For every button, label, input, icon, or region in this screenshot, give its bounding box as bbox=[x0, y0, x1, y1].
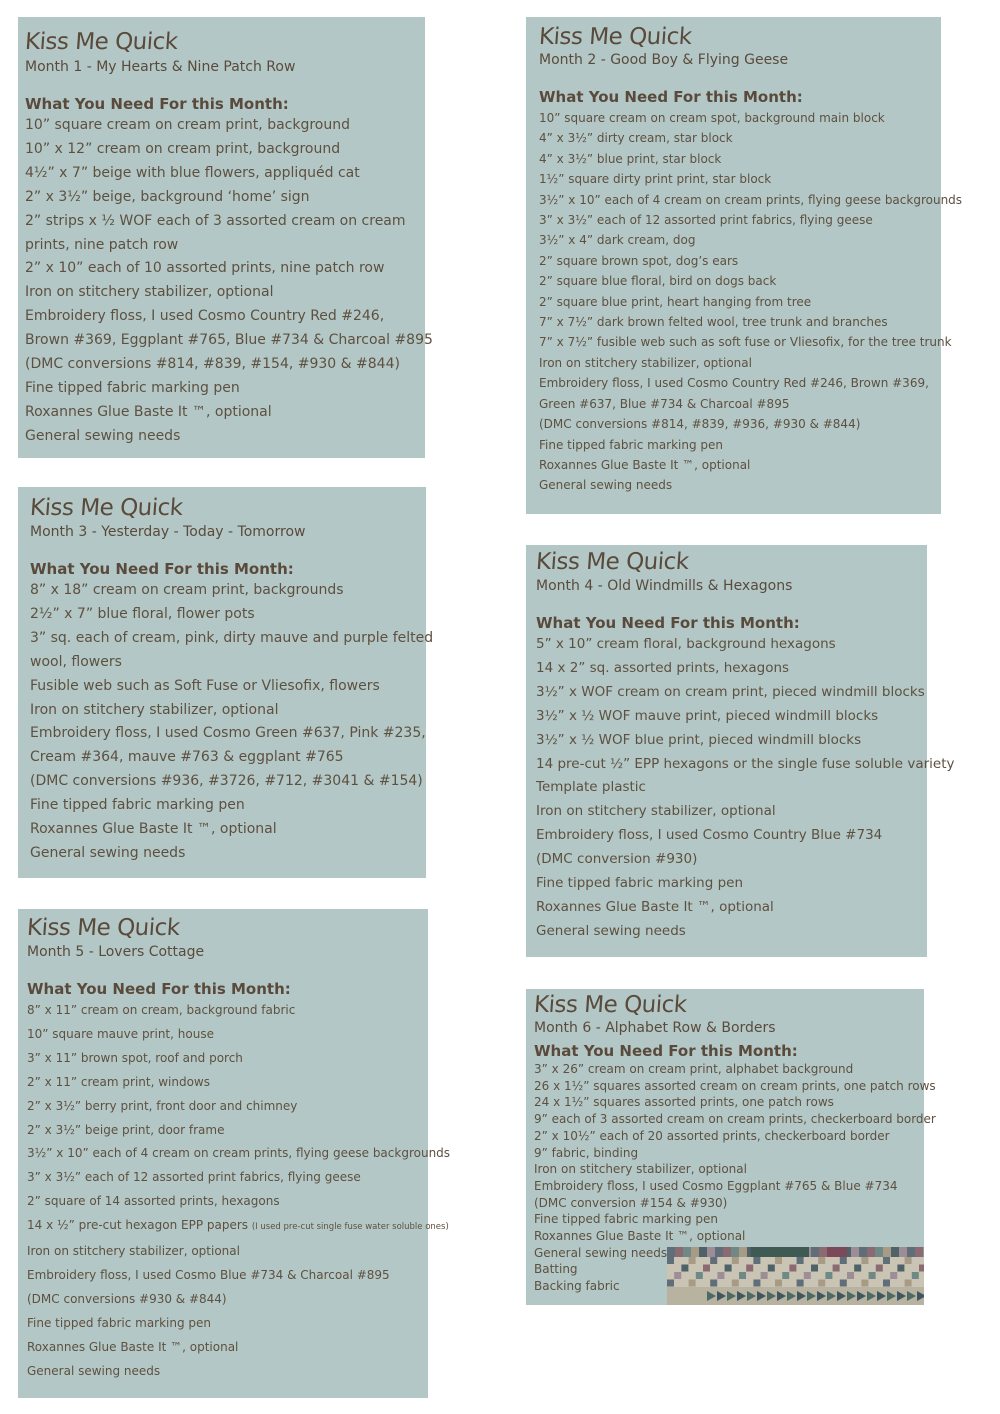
quilt-check bbox=[689, 1280, 696, 1287]
list-item: 5” x 10” cream floral, background hexagons bbox=[536, 636, 836, 652]
list-item: 2” square brown spot, dog’s ears bbox=[539, 253, 739, 268]
list-item: (DMC conversions #814, #839, #154, #930 & #844) bbox=[25, 356, 400, 373]
quilt-check bbox=[905, 1280, 912, 1287]
quilt-image bbox=[667, 1247, 924, 1305]
list-item: Embroidery floss, I used Cosmo Blue #734 & Charcoal #895 bbox=[27, 1267, 390, 1282]
brand-title: Kiss Me Quick bbox=[26, 915, 181, 941]
section-heading: What You Need For this Month: bbox=[536, 614, 800, 632]
list-item: 3” sq. each of cream, pink, dirty mauve and purple felted bbox=[30, 629, 434, 646]
quilt-check bbox=[710, 1257, 717, 1264]
list-item: Iron on stitchery stabilizer, optional bbox=[539, 355, 752, 370]
list-item: 3” x 3½” each of 12 assorted print fabrics, flying geese bbox=[27, 1170, 361, 1185]
list-item: 4½” x 7” beige with blue flowers, appliquéd cat bbox=[25, 164, 360, 181]
list-item: 3½” x WOF cream on cream print, pieced windmill blocks bbox=[536, 683, 925, 700]
quilt-check bbox=[883, 1257, 890, 1264]
quilt-check bbox=[732, 1257, 739, 1264]
quilt-square bbox=[867, 1247, 875, 1257]
quilt-square bbox=[851, 1247, 859, 1257]
quilt-check bbox=[797, 1257, 804, 1264]
quilt-square bbox=[899, 1247, 907, 1257]
list-item: 14 pre-cut ½” EPP hexagons or the single fuse soluble variety bbox=[536, 755, 955, 772]
quilt-square bbox=[731, 1247, 739, 1257]
quilt-square bbox=[819, 1247, 827, 1257]
list-item: Cream #364, mauve #763 & eggplant #765 bbox=[30, 749, 344, 766]
list-item: 3½” x 10” each of 4 cream on cream prints, flying geese backgrounds bbox=[539, 192, 963, 207]
list-item: 3” x 3½” each of 12 assorted print fabrics, flying geese bbox=[539, 213, 873, 228]
quilt-check bbox=[905, 1257, 912, 1264]
quilt-check bbox=[890, 1272, 897, 1279]
supply-list bbox=[536, 633, 955, 944]
quilt-check bbox=[825, 1272, 832, 1279]
quilt-check bbox=[667, 1257, 674, 1264]
month-subtitle: Month 4 - Old Windmills & Hexagons bbox=[536, 578, 793, 594]
quilt-photo bbox=[667, 1247, 924, 1305]
month-subtitle: Month 3 - Yesterday - Today - Tomorrow bbox=[30, 524, 306, 540]
list-item: Template plastic bbox=[536, 779, 646, 796]
quilt-check bbox=[739, 1272, 746, 1279]
list-item: 7” x 7½” dark brown felted wool, tree trunk and branches bbox=[539, 315, 888, 330]
list-item: 2” square blue print, heart hanging from tree bbox=[539, 294, 812, 309]
brand-title: Kiss Me Quick bbox=[24, 29, 179, 55]
list-item: (DMC conversions #814, #839, #936, #930 & #844) bbox=[539, 417, 861, 432]
list-item: Fine tipped fabric marking pen bbox=[27, 1315, 212, 1330]
quilt-check bbox=[782, 1272, 789, 1279]
quilt-check bbox=[876, 1265, 883, 1272]
list-item: General sewing needs bbox=[27, 1363, 161, 1378]
quilt-check bbox=[681, 1265, 688, 1272]
list-item: Green #637, Blue #734 & Charcoal #895 bbox=[539, 396, 790, 411]
list-item: Iron on stitchery stabilizer, optional bbox=[25, 284, 274, 301]
section-heading: What You Need For this Month: bbox=[27, 980, 291, 998]
quilt-square bbox=[907, 1247, 915, 1257]
list-item: 2” square blue floral, bird on dogs back bbox=[539, 274, 777, 289]
quilt-square bbox=[915, 1247, 923, 1257]
quilt-square bbox=[883, 1247, 891, 1257]
list-item: (DMC conversion #154 & #930) bbox=[534, 1195, 728, 1210]
month-3-card bbox=[18, 487, 434, 878]
quilt-check bbox=[789, 1265, 796, 1272]
list-item: Batting bbox=[534, 1262, 578, 1277]
list-item: Embroidery floss, I used Cosmo Green #637, Pink #235, bbox=[30, 725, 426, 742]
quilt-check bbox=[667, 1280, 674, 1287]
quilt-check bbox=[775, 1257, 782, 1264]
list-item: 10” square cream on cream print, background bbox=[25, 117, 351, 133]
list-item: 4” x 3½” blue print, star block bbox=[539, 151, 722, 166]
list-item: 3” x 26” cream on cream print, alphabet background bbox=[534, 1062, 854, 1076]
quilt-check bbox=[732, 1280, 739, 1287]
quilt-check bbox=[840, 1257, 847, 1264]
supply-list bbox=[30, 579, 434, 866]
list-item: (DMC conversions #930 & #844) bbox=[27, 1291, 227, 1306]
list-item: Iron on stitchery stabilizer, optional bbox=[536, 803, 776, 820]
quilt-check bbox=[847, 1272, 854, 1279]
quilt-check bbox=[710, 1280, 717, 1287]
quilt-check bbox=[897, 1265, 904, 1272]
list-item: 3½” x 10” each of 4 cream on cream prints, flying geese backgrounds bbox=[27, 1146, 451, 1161]
brand-title: Kiss Me Quick bbox=[535, 549, 690, 575]
list-item: 2” x 3½” beige print, door frame bbox=[27, 1122, 225, 1137]
quilt-check bbox=[854, 1265, 861, 1272]
month-5-card bbox=[18, 909, 451, 1398]
quilt-check bbox=[761, 1272, 768, 1279]
list-item: wool, flowers bbox=[30, 653, 122, 670]
list-item: 8” x 18” cream on cream print, backgrounds bbox=[30, 582, 344, 598]
list-item: General sewing needs bbox=[30, 844, 186, 861]
brand-title: Kiss Me Quick bbox=[538, 24, 693, 50]
list-item: 9” fabric, binding bbox=[534, 1145, 639, 1160]
list-item: Fine tipped fabric marking pen bbox=[534, 1212, 719, 1227]
list-item: Roxannes Glue Baste It ™, optional bbox=[27, 1339, 239, 1354]
list-item: Roxannes Glue Baste It ™, optional bbox=[30, 821, 277, 838]
quilt-check bbox=[746, 1265, 753, 1272]
list-item: 14 x 2” sq. assorted prints, hexagons bbox=[536, 659, 790, 676]
section-heading: What You Need For this Month: bbox=[539, 88, 803, 106]
quilt-check bbox=[833, 1265, 840, 1272]
list-item: Fine tipped fabric marking pen bbox=[539, 437, 724, 452]
quilt-check bbox=[674, 1272, 681, 1279]
quilt-check bbox=[861, 1280, 868, 1287]
quilt-square bbox=[875, 1247, 883, 1257]
list-item: 1½” square dirty print print, star block bbox=[539, 172, 772, 187]
list-item: 3½” x ½ WOF blue print, pieced windmill blocks bbox=[536, 731, 862, 748]
brand-title: Kiss Me Quick bbox=[533, 992, 688, 1018]
list-item: 24 x 1½” squares assorted prints, one patch rows bbox=[534, 1095, 834, 1110]
list-item: (DMC conversion #930) bbox=[536, 851, 698, 868]
list-item: 7” x 7½” fusible web such as soft fuse or Vliesofix, for the tree trunk bbox=[539, 335, 952, 350]
list-item: (DMC conversions #936, #3726, #712, #3041 & #154) bbox=[30, 773, 423, 790]
list-item-text: 14 x ½” pre-cut hexagon EPP papers bbox=[27, 1218, 249, 1233]
quilt-check bbox=[919, 1265, 924, 1272]
list-item: Roxannes Glue Baste It ™, optional bbox=[25, 403, 272, 420]
list-item: Roxannes Glue Baste It ™, optional bbox=[539, 457, 751, 472]
supply-list bbox=[539, 108, 963, 496]
list-item: Brown #369, Eggplant #765, Blue #734 & Charcoal #895 bbox=[25, 332, 433, 349]
quilt-check bbox=[883, 1280, 890, 1287]
list-item: prints, nine patch row bbox=[25, 236, 179, 253]
month-subtitle: Month 6 - Alphabet Row & Borders bbox=[534, 1020, 776, 1036]
month-1-card bbox=[18, 17, 433, 458]
quilt-check bbox=[696, 1272, 703, 1279]
section-heading: What You Need For this Month: bbox=[30, 560, 294, 578]
list-item: 10” x 12” cream on cream print, background bbox=[25, 140, 341, 157]
quilt-check bbox=[753, 1280, 760, 1287]
section-heading: What You Need For this Month: bbox=[534, 1042, 798, 1060]
list-item: Embroidery floss, I used Cosmo Country Red #246, bbox=[25, 308, 385, 325]
quilt-check bbox=[861, 1257, 868, 1264]
list-item: General sewing needs bbox=[534, 1245, 668, 1260]
quilt-check bbox=[797, 1280, 804, 1287]
list-item: Embroidery floss, I used Cosmo Country Blue #734 bbox=[536, 827, 883, 844]
quilt-check bbox=[818, 1257, 825, 1264]
list-item: 9” each of 3 assorted cream on cream prints, checkerboard border bbox=[534, 1112, 936, 1127]
quilt-square bbox=[691, 1247, 699, 1257]
supply-list bbox=[25, 114, 433, 449]
list-item: Fine tipped fabric marking pen bbox=[30, 797, 245, 814]
list-item: 10” square mauve print, house bbox=[27, 1026, 214, 1041]
month-subtitle: Month 2 - Good Boy & Flying Geese bbox=[539, 52, 789, 68]
quilt-check bbox=[775, 1280, 782, 1287]
quilt-square bbox=[667, 1247, 675, 1257]
list-item: Fine tipped fabric marking pen bbox=[25, 379, 240, 396]
quilt-check bbox=[840, 1280, 847, 1287]
list-item bbox=[27, 1214, 449, 1240]
list-item: 2” strips x ½ WOF each of 3 assorted cream on cream bbox=[25, 212, 406, 229]
quilt-square bbox=[699, 1247, 707, 1257]
month-4-card bbox=[526, 545, 955, 957]
quilt-square bbox=[683, 1247, 691, 1257]
quilt-check bbox=[753, 1257, 760, 1264]
list-item: 2” x 10” each of 10 assorted prints, nine patch row bbox=[25, 260, 385, 277]
list-item: 3” x 11” brown spot, roof and porch bbox=[27, 1050, 243, 1065]
list-item: 10” square cream on cream spot, background main block bbox=[539, 111, 885, 125]
list-item: Embroidery floss, I used Cosmo Eggplant #765 & Blue #734 bbox=[534, 1178, 898, 1193]
month-subtitle: Month 5 - Lovers Cottage bbox=[27, 944, 205, 960]
quilt-square bbox=[707, 1247, 715, 1257]
list-item: General sewing needs bbox=[536, 922, 686, 939]
list-item: 4” x 3½” dirty cream, star block bbox=[539, 131, 733, 146]
quilt-square bbox=[675, 1247, 683, 1257]
list-item: 8” x 11” cream on cream, background fabric bbox=[27, 1003, 296, 1017]
quilt-check bbox=[818, 1280, 825, 1287]
list-item: Roxannes Glue Baste It ™, optional bbox=[536, 898, 774, 915]
quilt-check bbox=[717, 1272, 724, 1279]
quilt-square bbox=[891, 1247, 899, 1257]
list-item: Fusible web such as Soft Fuse or Vliesofix, flowers bbox=[30, 677, 380, 694]
list-item: General sewing needs bbox=[539, 478, 673, 493]
list-item: 3½” x 4” dark cream, dog bbox=[539, 233, 696, 248]
quilt-square bbox=[723, 1247, 731, 1257]
list-item: Backing fabric bbox=[534, 1279, 620, 1294]
list-item: Iron on stitchery stabilizer, optional bbox=[27, 1244, 240, 1259]
list-item: 2” x 3½” beige, background ‘home’ sign bbox=[25, 188, 310, 205]
list-item: 26 x 1½” squares assorted cream on cream prints, one patch rows bbox=[534, 1078, 936, 1093]
list-item: 2” x 10½” each of 20 assorted prints, checkerboard border bbox=[534, 1128, 890, 1143]
quilt-check bbox=[869, 1272, 876, 1279]
quilt-square bbox=[715, 1247, 723, 1257]
brand-title: Kiss Me Quick bbox=[29, 495, 184, 521]
month-2-card bbox=[526, 17, 963, 514]
list-item: Embroidery floss, I used Cosmo Country Red #246, Brown #369, bbox=[539, 376, 929, 391]
quilt-check bbox=[689, 1257, 696, 1264]
list-item: Roxannes Glue Baste It ™, optional bbox=[534, 1229, 746, 1244]
quilt-check bbox=[703, 1265, 710, 1272]
list-item: Iron on stitchery stabilizer, optional bbox=[534, 1162, 747, 1177]
quilt-square bbox=[739, 1247, 747, 1257]
month-subtitle: Month 1 - My Hearts & Nine Patch Row bbox=[25, 59, 296, 75]
list-item: 3½” x ½ WOF mauve print, pieced windmill blocks bbox=[536, 707, 879, 724]
list-item: General sewing needs bbox=[25, 427, 181, 444]
list-item: 2½” x 7” blue floral, flower pots bbox=[30, 605, 255, 622]
quilt-square bbox=[811, 1247, 819, 1257]
quilt-check bbox=[768, 1265, 775, 1272]
list-item: 2” x 3½” berry print, front door and chimney bbox=[27, 1098, 298, 1113]
quilt-check bbox=[804, 1272, 811, 1279]
quilt-square bbox=[859, 1247, 867, 1257]
supply-list bbox=[27, 999, 451, 1384]
list-item-note: (I used pre-cut single fuse water soluble ones) bbox=[251, 1222, 449, 1233]
list-item: 2” square of 14 assorted prints, hexagons bbox=[27, 1194, 280, 1209]
list-item: Iron on stitchery stabilizer, optional bbox=[30, 701, 279, 718]
quilt-check bbox=[725, 1265, 732, 1272]
quilt-check bbox=[912, 1272, 919, 1279]
list-item: 2” x 11” cream print, windows bbox=[27, 1074, 210, 1089]
list-item: Fine tipped fabric marking pen bbox=[536, 875, 744, 892]
section-heading: What You Need For this Month: bbox=[25, 95, 289, 113]
quilt-check bbox=[811, 1265, 818, 1272]
